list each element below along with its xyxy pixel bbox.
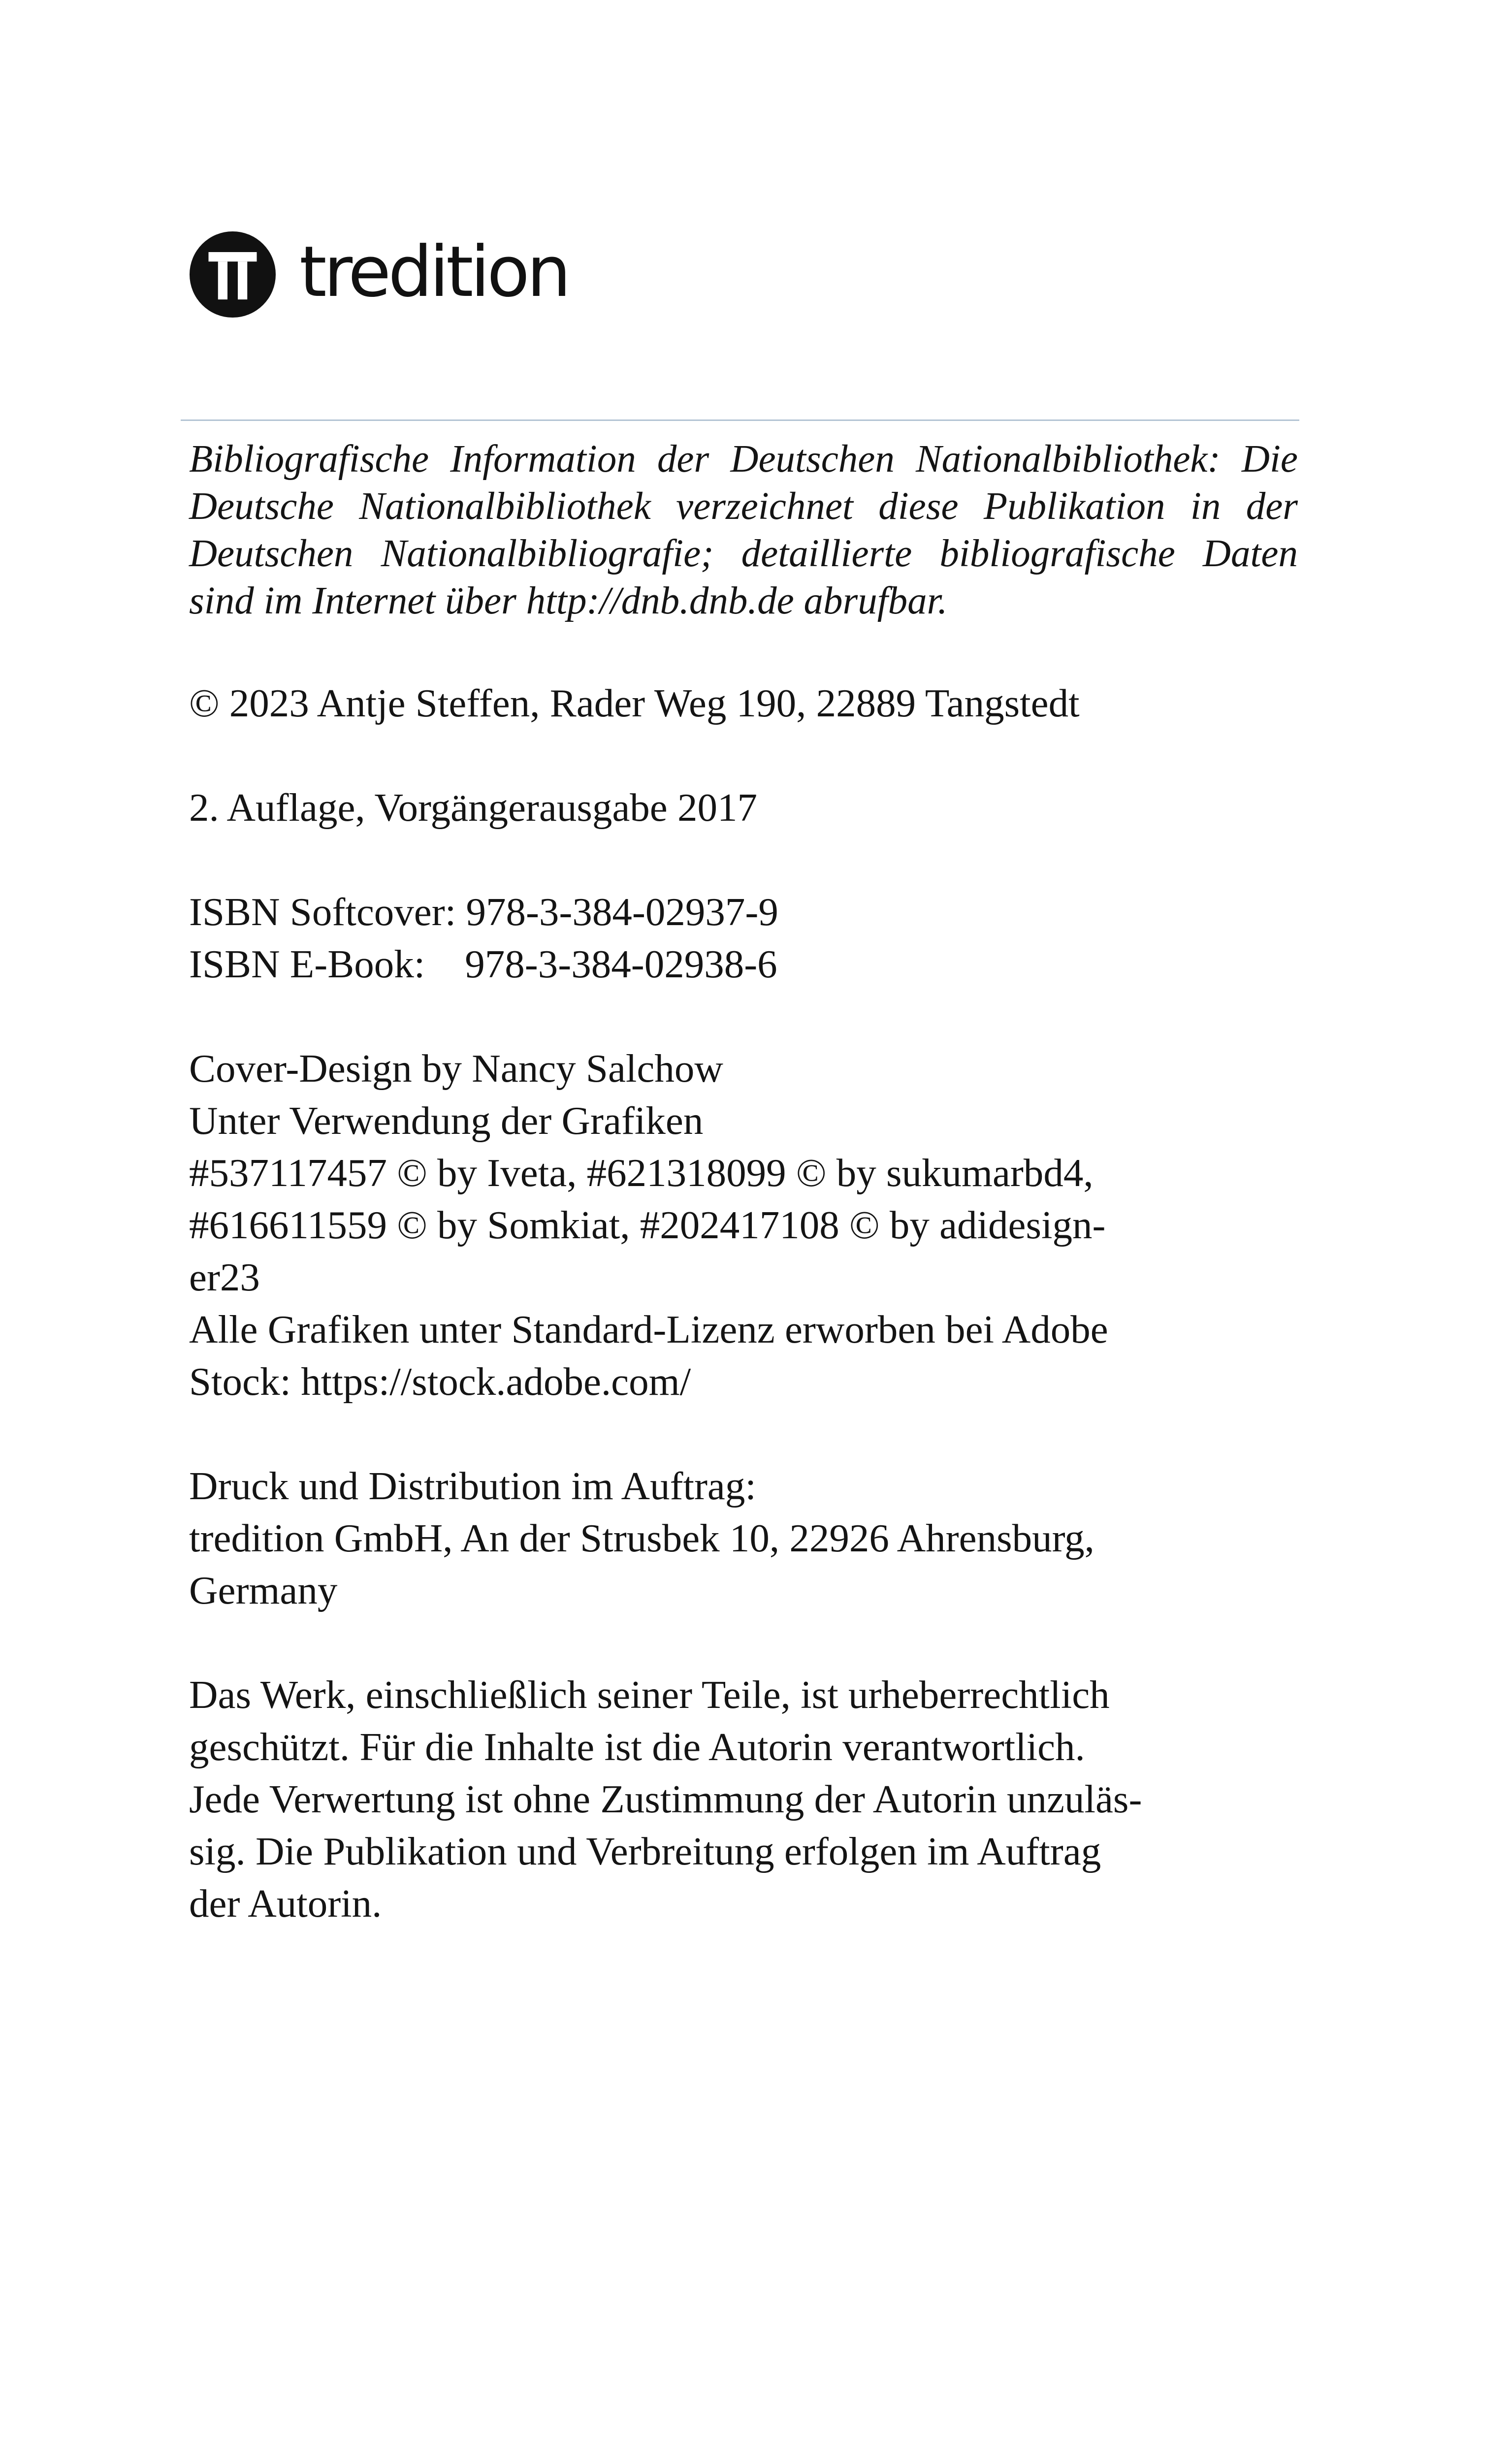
tredition-t-logo-icon — [190, 231, 276, 318]
isbn-value: 978-3-384-02938-6 — [465, 942, 777, 986]
distribution-country: Germany — [189, 1568, 338, 1612]
legal-notice-line: geschützt. Für die Inhalte ist die Autorin verantwortlich. — [189, 1725, 1085, 1769]
isbn-value: 978-3-384-02937-9 — [466, 890, 778, 934]
imprint-text — [189, 436, 1298, 1929]
divider — [181, 419, 1299, 421]
legal-notice-line: Das Werk, einschließlich seiner Teile, ist urheberrechtlich — [189, 1672, 1110, 1717]
graphics-credits-line: #616611559 © by Somkiat, #202417108 © by adidesign- — [189, 1203, 1106, 1247]
distribution-heading: Druck und Distribution im Auftrag: — [189, 1464, 756, 1508]
publisher-name: tredition — [299, 231, 568, 313]
isbn-label: ISBN E-Book: — [189, 942, 425, 986]
cover-designer: Cover-Design by Nancy Salchow — [189, 1046, 723, 1091]
bibliographic-note: Bibliografische Information der Deutschen Nationalbibliothek: Die Deutsche Nationalbibliothek verzeichnet diese Publikation in der Deutschen Nationalbibliografie; detaillierte bibliografische Daten sind im Internet über http://dnb.dnb.de abrufbar. — [189, 438, 1298, 622]
isbn-label: ISBN Softcover: — [189, 890, 456, 934]
graphics-credits-line: #537117457 © by Iveta, #621318099 © by sukumarbd4, — [189, 1151, 1094, 1195]
legal-notice-line: sig. Die Publikation und Verbreitung erfolgen im Auftrag — [189, 1829, 1101, 1873]
graphics-credits-line: er23 — [189, 1255, 260, 1299]
isbn-ebook — [189, 938, 1298, 990]
edition-line: 2. Auflage, Vorgängerausgabe 2017 — [189, 785, 758, 830]
graphics-intro: Unter Verwendung der Grafiken — [189, 1098, 704, 1143]
license-line: Alle Grafiken unter Standard-Lizenz erworben bei Adobe — [189, 1307, 1108, 1351]
copyright-line: © 2023 Antje Steffen, Rader Weg 190, 22889 Tangstedt — [189, 681, 1080, 725]
publisher-logo — [190, 227, 568, 321]
isbn-softcover — [189, 886, 1298, 938]
legal-notice-line: der Autorin. — [189, 1881, 382, 1926]
legal-notice-line: Jede Verwertung ist ohne Zustimmung der Autorin unzuläs- — [189, 1777, 1142, 1821]
distribution-address: tredition GmbH, An der Strusbek 10, 22926 Ahrensburg, — [189, 1516, 1094, 1560]
license-line: Stock: https://stock.adobe.com/ — [189, 1359, 691, 1404]
